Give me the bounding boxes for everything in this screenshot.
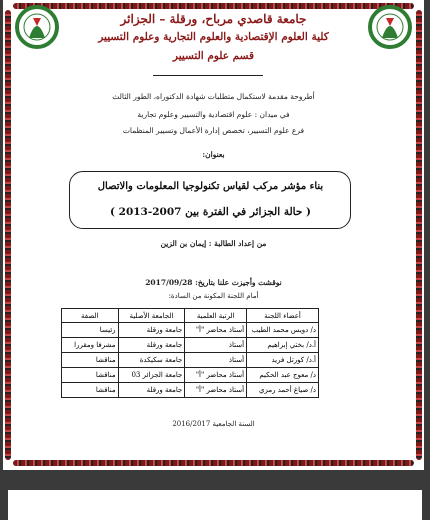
right-border [416,10,422,460]
thesis-title-box [69,171,351,229]
branch-line: فرع علوم التسيير، تخصص إدارة الأعمال وتسيير المنظمات [122,126,305,135]
member-name: د/ صياغ أحمد رمزي [247,383,319,398]
member-role: مناقشا [62,383,119,398]
member-name: أ.د/ بختي إبراهيم [247,338,319,353]
committee-table [61,308,319,398]
table-row [62,353,319,368]
defense-date: نوقشت وأجيزت علنا بتاريخ: 2017/09/28 [145,278,282,287]
committee-label: أمام اللجنة المكونة من السادة: [168,292,259,300]
left-border [5,10,11,460]
member-role: مناقشا [62,368,119,383]
column-header: الجامعة الأصلية [118,309,185,323]
column-header: الصفة [62,309,119,323]
member-rank: أستاذ محاضر "أ" [185,383,247,398]
member-role: مشرفا ومقررا [62,338,119,353]
member-university: جامعة سكيكدة [118,353,185,368]
table-header-row [62,309,319,323]
column-header: أعضاء اللجنة [247,309,319,323]
author-line: من إعداد الطالبة : إيمان بن الزين [160,239,267,248]
title-label: بعنوان: [202,150,225,159]
department-name: قسم علوم التسيير [172,50,255,62]
member-rank: أستاذ [185,338,247,353]
next-page-edge [8,490,422,520]
bottom-border [13,460,414,466]
member-name: د/ معوج عبد الحكيم [247,368,319,383]
table-row [62,323,319,338]
thesis-title: بناء مؤشر مركب لقياس تكنولوجيا المعلومات والاتصال [97,181,324,192]
faculty-name: كلية العلوم الإقتصادية والعلوم التجارية وعلوم التسيير [98,31,329,43]
member-role: مناقشا [62,353,119,368]
member-rank: أستاذ محاضر "أ" [185,323,247,338]
member-rank: أستاذ محاضر "أ" [185,368,247,383]
column-header: الرتبة العلمية [185,309,247,323]
member-role: رئيسا [62,323,119,338]
thesis-statement: أطروحة مقدمة لاستكمال متطلبات شهادة الدكتوراه، الطور الثالث [112,92,315,101]
table-row [62,338,319,353]
university-logo-right [368,4,412,50]
university-logo-left [15,4,59,50]
academic-year: السنة الجامعية 2016/2017 [172,420,255,428]
member-university: جامعة ورقلة [118,383,185,398]
thesis-subtitle: ( حالة الجزائر في الفترة بين 2007-2013 ) [110,206,311,218]
university-name: جامعة قاصدي مرباح، ورقلة – الجزائر [120,12,307,26]
document-page [3,0,424,470]
member-name: أ.د/ كورتل فريد [247,353,319,368]
table-row [62,383,319,398]
member-university: جامعة الجزائر 03 [118,368,185,383]
table-row [62,368,319,383]
member-rank: أستاذ [185,353,247,368]
member-name: د/ دويس محمد الطيب [247,323,319,338]
header-divider [153,75,263,76]
member-university: جامعة ورقلة [118,323,185,338]
field-line: في ميدان : علوم اقتصادية والتسيير وعلوم تجارية [137,110,290,119]
member-university: جامعة ورقلة [118,338,185,353]
top-border [13,3,414,9]
